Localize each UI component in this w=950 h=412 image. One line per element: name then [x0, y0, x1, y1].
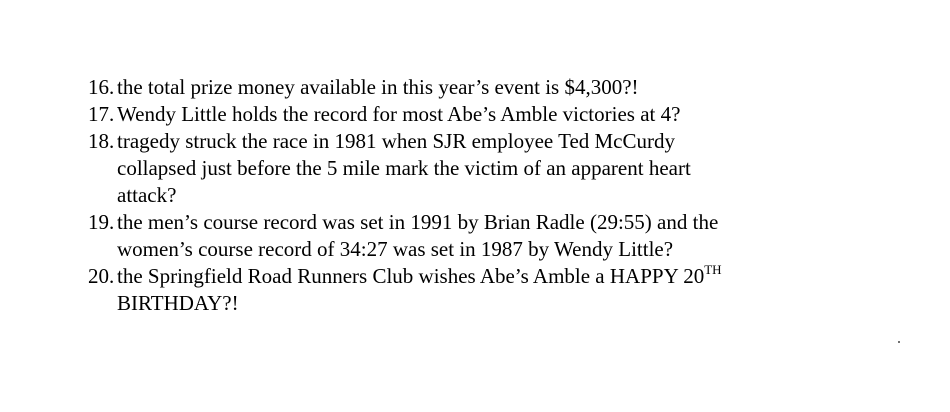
item-number: 19. — [88, 210, 115, 234]
list-item-19 — [88, 209, 888, 263]
item-text-start: the Springfield Road Runners Club wishes Abe’s Amble a HAPPY 20 — [117, 264, 705, 288]
item-number: 16. — [88, 75, 115, 99]
list-item-16 — [88, 74, 888, 101]
item-text: Wendy Little holds the record for most Abe’s Amble victories at 4? — [117, 102, 681, 126]
item-text — [116, 263, 817, 317]
item-text: tragedy struck the race in 1981 when SJR employee Ted McCurdy collapsed just before the 5 mile mark the victim of an apparent heart attack? — [117, 129, 691, 207]
item-text-end: BIRTHDAY?! — [117, 291, 239, 315]
scan-speck — [898, 341, 900, 343]
ordinal-superscript: TH — [704, 262, 722, 277]
numbered-list — [88, 74, 888, 317]
item-text: the men’s course record was set in 1991 by Brian Radle (29:55) and the women’s course record of 34:27 was set in 1987 by Wendy Little? — [117, 210, 719, 261]
item-text: the total prize money available in this year’s event is $4,300?! — [117, 75, 639, 99]
item-number: 20. — [88, 264, 115, 288]
item-number: 18. — [88, 129, 115, 153]
list-item-17 — [88, 101, 888, 128]
list-item-18 — [88, 128, 888, 209]
item-number: 17. — [88, 102, 115, 126]
list-item-20 — [88, 263, 888, 317]
